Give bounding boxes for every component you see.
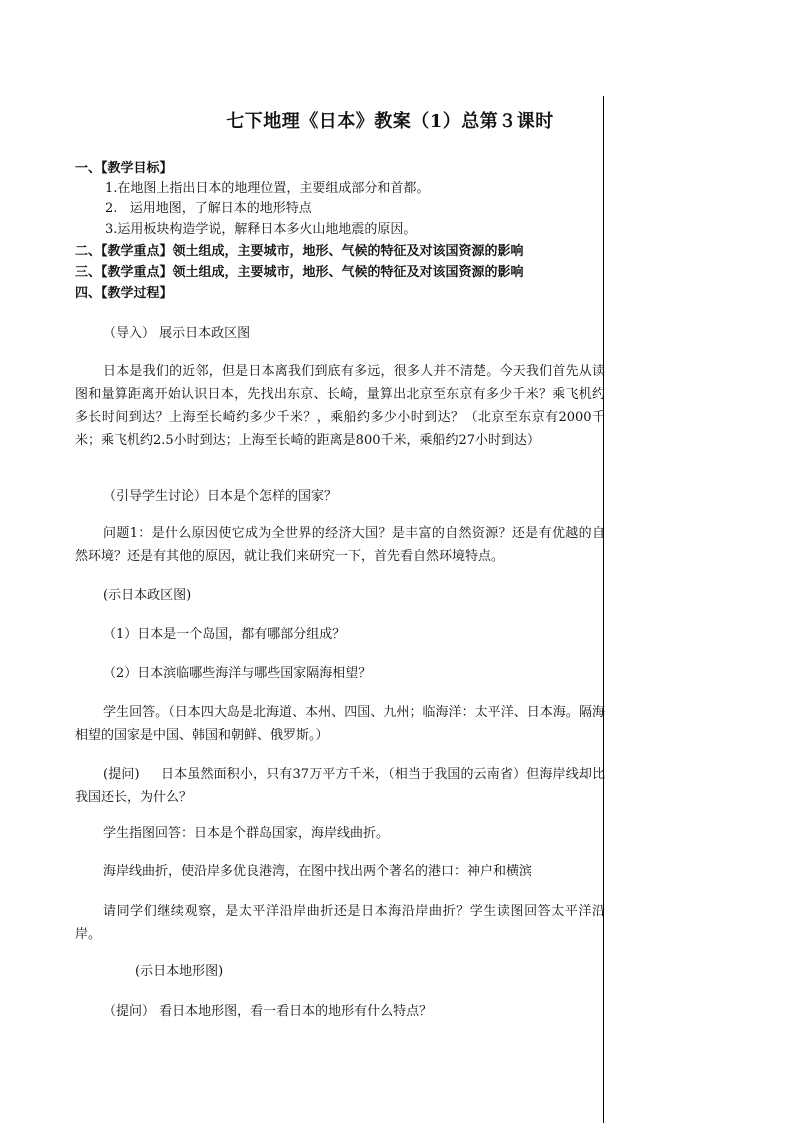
terrain-question: （提问） 看日本地形图，看一看日本的地形有什么特点？	[103, 1004, 433, 1019]
key-points-2: 三、【教学重点】领土组成，主要城市，地形、气候的特征及对该国资源的影响	[75, 265, 524, 280]
student-answer-paragraph: 学生回答。（日本四大岛是北海道、本州、四国、九州；临海洋：太平洋、日本海。隔海相望的国家是中国、韩国和朝鲜、俄罗斯。）	[75, 705, 605, 743]
question-1-paragraph: 问题1：是什么原因使它成为全世界的经济大国？是丰富的自然资源？还是有优越的自然环境？还是有其他的原因，就让我们来研究一下，首先看自然环境特点。	[75, 526, 605, 564]
goal-item-2: 2. 运用地图，了解日本的地形特点	[105, 201, 312, 216]
goal-item-3: 3.运用板块构造学说，解释日本多火山地地震的原因。	[105, 222, 417, 237]
key-points-1: 二、【教学重点】领土组成，主要城市，地形、气候的特征及对该国资源的影响	[75, 244, 524, 259]
show-map-paragraph: (示日本政区图)	[103, 588, 192, 603]
goal-item-1: 1.在地图上指出日本的地理位置，主要组成部分和首都。	[105, 181, 430, 196]
ports-paragraph: 海岸线曲折，使沿岸多优良港湾，在图中找出两个著名的港口：神户和横滨	[103, 864, 533, 879]
terrain-map-paragraph: (示日本地形图)	[135, 964, 224, 979]
coastline-answer: 学生指图回答：日本是个群岛国家，海岸线曲折。	[103, 826, 390, 841]
distance-paragraph: 日本是我们的近邻，但是日本离我们到底有多远，很多人并不清楚。今天我们首先从读图和量算距离开始认识日本，先找出东京、长崎，量算出北京至东京有多少千米？乘飞机约多长时间到达？上海至长崎约多少千米？，乘船约多少小时到达？（北京至东京有2000千米；乘飞机约2.5小时到达；上海至长崎的距离是800千米，乘船约27小时到达）	[75, 364, 605, 448]
goals-heading: 一、【教学目标】	[75, 161, 173, 176]
document-title: 七下地理《日本》教案（1）总第３课时	[226, 111, 554, 132]
intro-paragraph: （导入） 展示日本政区图	[103, 326, 251, 341]
coastline-question: (提问) 日本虽然面积小，只有37万平方千米，（相当于我国的云南省）但海岸线却比我国还长，为什么？	[75, 767, 605, 805]
discussion-paragraph: （引导学生讨论）日本是个怎样的国家？	[103, 489, 338, 504]
process-heading: 四、【教学过程】	[75, 286, 173, 301]
observation-paragraph: 请同学们继续观察，是太平洋沿岸曲折还是日本海沿岸曲折？学生读图回答太平洋沿岸。	[75, 904, 605, 942]
island-question: （1）日本是一个岛国，都有哪部分组成？	[103, 627, 346, 642]
ocean-question: （2）日本滨临哪些海洋与哪些国家隔海相望？	[103, 666, 372, 681]
